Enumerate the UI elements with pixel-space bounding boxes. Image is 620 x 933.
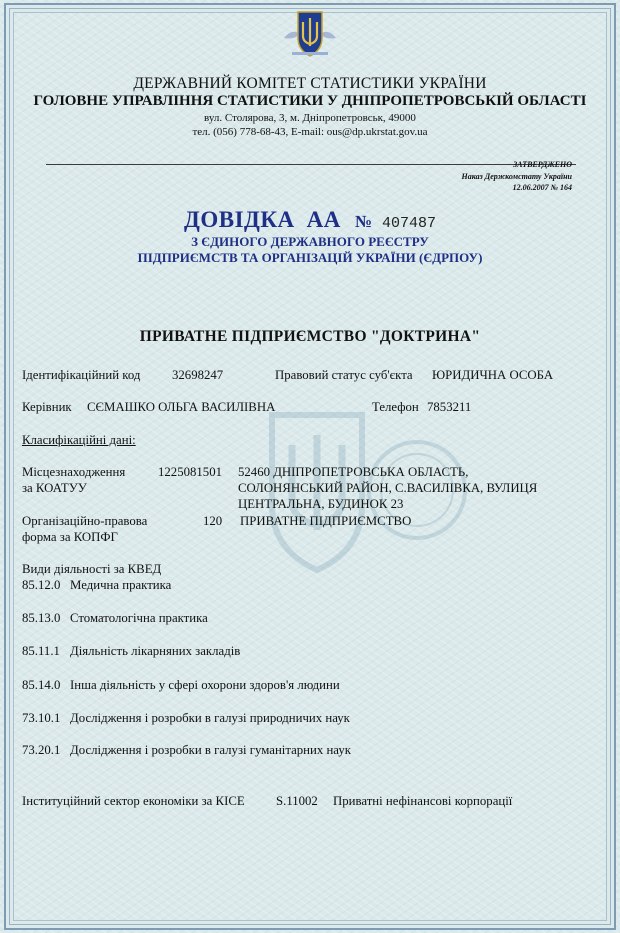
activity-name: Дослідження і розробки в галузі гуманітарних наук	[70, 743, 351, 757]
document-title	[0, 207, 620, 233]
title-number-sign: №	[354, 212, 372, 231]
phone-value: 7853211	[427, 400, 472, 414]
activity-code: 85.12.0	[22, 578, 61, 592]
head-value: СЄМАШКО ОЛЬГА ВАСИЛІВНА	[87, 400, 276, 414]
legal-status-value: ЮРИДИЧНА ОСОБА	[432, 368, 554, 382]
sector-value: Приватні нефінансові корпорації	[333, 794, 513, 808]
organization-name: ПРИВАТНЕ ПІДПРИЄМСТВО "ДОКТРИНА"	[139, 328, 481, 345]
activity-name: Дослідження і розробки в галузі природничих наук	[70, 711, 350, 725]
location-label-2: за КОАТУУ	[22, 481, 87, 495]
activity-code: 73.10.1	[22, 711, 61, 725]
address-line-3: ЦЕНТРАЛЬНА, БУДИНОК 23	[238, 497, 404, 511]
org-form-value: ПРИВАТНЕ ПІДПРИЄМСТВО	[240, 514, 412, 528]
title-subtitle-2: ПІДПРИЄМСТВ ТА ОРГАНІЗАЦІЙ УКРАЇНИ (ЄДРПОУ)	[137, 250, 483, 265]
sector-label: Інституційний сектор економіки за КІСЕ	[22, 794, 245, 808]
id-code-value: 32698247	[172, 368, 224, 382]
state-emblem-icon	[278, 8, 342, 62]
title-series: АА	[306, 207, 341, 232]
head-label: Керівник	[22, 400, 72, 414]
activity-code: 85.14.0	[22, 678, 61, 692]
org-form-label-1: Організаційно-правова	[22, 514, 148, 528]
id-code-label: Ідентифікаційний код	[22, 368, 141, 382]
activity-name: Стоматологічна практика	[70, 611, 208, 625]
approval-order: Наказ Держкомстату України	[461, 172, 572, 181]
kopfg-code: 120	[203, 514, 223, 528]
title-word: ДОВІДКА	[184, 207, 295, 232]
approval-date: 12.06.2007 № 164	[512, 183, 572, 192]
header-directorate: ГОЛОВНЕ УПРАВЛІННЯ СТАТИСТИКИ У ДНІПРОПЕТРОВСЬКІЙ ОБЛАСТІ	[33, 93, 587, 109]
activity-code: 85.11.1	[22, 644, 60, 658]
activity-name: Інша діяльність у сфері охорони здоров'я людини	[70, 678, 340, 692]
location-label-1: Місцезнаходження	[22, 465, 126, 479]
phone-label: Телефон	[372, 400, 419, 414]
header-contacts: тел. (056) 778-68-43, E-mail: ous@dp.ukrstat.gov.ua	[192, 126, 428, 138]
title-subtitle-1: З ЄДИНОГО ДЕРЖАВНОГО РЕЄСТРУ	[191, 234, 429, 249]
sector-code: S.11002	[276, 794, 318, 808]
title-number: 407487	[381, 215, 436, 232]
activity-code: 85.13.0	[22, 611, 61, 625]
legal-status-label: Правовий статус суб'єкта	[275, 368, 413, 382]
address-line-2: СОЛОНЯНСЬКИЙ РАЙОН, С.ВАСИЛІВКА, ВУЛИЦЯ	[238, 481, 538, 495]
header-address: вул. Столярова, 3, м. Дніпропетровськ, 49000	[204, 112, 416, 124]
header-committee: ДЕРЖАВНИЙ КОМІТЕТ СТАТИСТИКИ УКРАЇНИ	[133, 75, 487, 92]
activity-name: Медична практика	[70, 578, 172, 592]
activity-name: Діяльність лікарняних закладів	[70, 644, 241, 658]
activity-code: 73.20.1	[22, 743, 61, 757]
koatuu-code: 1225081501	[158, 465, 222, 479]
org-form-label-2: форма за КОПФГ	[22, 530, 118, 544]
kved-heading: Види діяльності за КВЕД	[22, 562, 162, 576]
header-divider	[46, 164, 576, 165]
approval-title: ЗАТВЕРДЖЕНО	[513, 160, 572, 169]
address-line-1: 52460 ДНІПРОПЕТРОВСЬКА ОБЛАСТЬ,	[238, 465, 469, 479]
classification-heading: Класифікаційні дані:	[22, 433, 136, 447]
